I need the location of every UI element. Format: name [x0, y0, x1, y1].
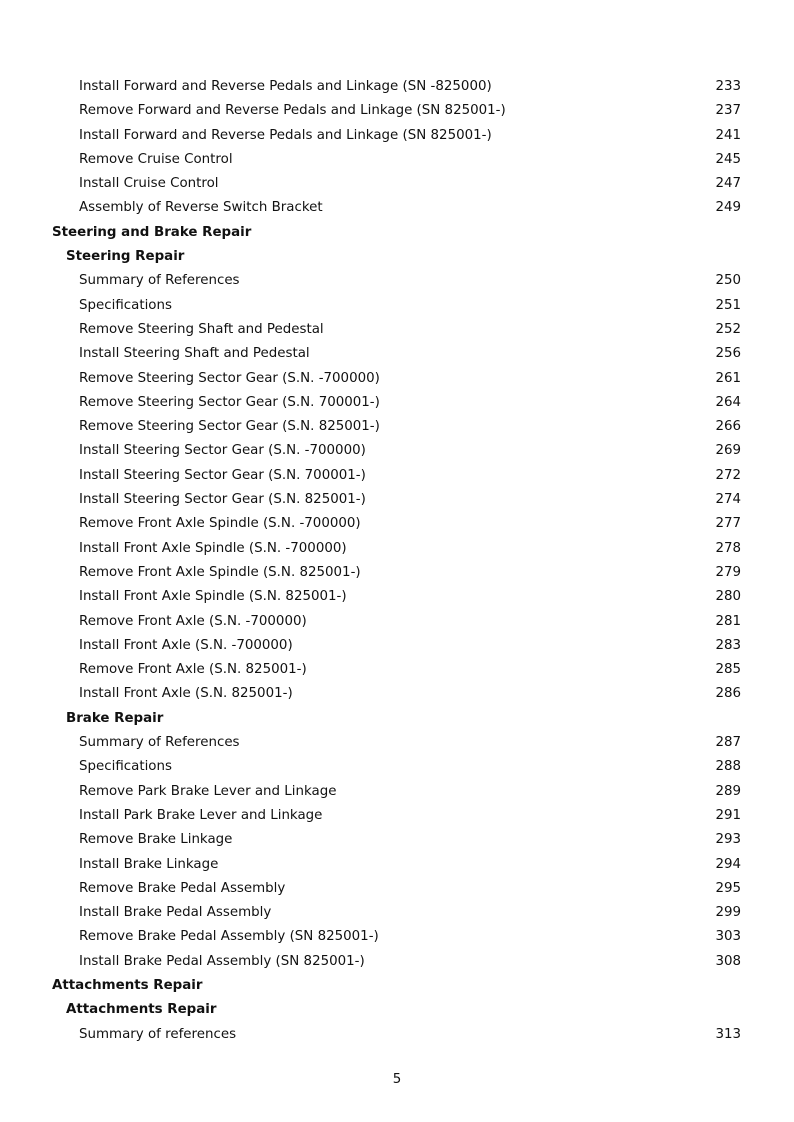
toc-entry[interactable]	[0, 415, 794, 439]
toc-entry-page-number: 274	[715, 492, 741, 508]
toc-subsection-heading[interactable]	[0, 707, 794, 731]
toc-entry-title: Install Front Axle Spindle (S.N. 825001-)	[79, 589, 347, 605]
toc-entry-page-number: 303	[715, 929, 741, 945]
toc-section-heading[interactable]	[0, 221, 794, 245]
toc-entry-title: Install Brake Pedal Assembly (SN 825001-)	[79, 953, 365, 969]
toc-entry-title: Attachments Repair	[52, 977, 203, 993]
toc-entry-title: Remove Park Brake Lever and Linkage	[79, 783, 337, 799]
toc-entry-page-number: 279	[715, 564, 741, 580]
toc-entry-title: Install Steering Sector Gear (S.N. 700001-)	[79, 467, 366, 483]
toc-entry-title: Assembly of Reverse Switch Bracket	[79, 200, 323, 216]
toc-subsection-heading[interactable]	[0, 245, 794, 269]
toc-entry[interactable]	[0, 488, 794, 512]
toc-entry[interactable]	[0, 318, 794, 342]
toc-entry-page-number: 269	[715, 443, 741, 459]
toc-entry[interactable]	[0, 780, 794, 804]
toc-entry-title: Install Front Axle Spindle (S.N. -700000)	[79, 540, 347, 556]
toc-entry-title: Install Steering Shaft and Pedestal	[79, 346, 310, 362]
toc-entry-title: Install Brake Linkage	[79, 856, 219, 872]
toc-entry[interactable]	[0, 585, 794, 609]
toc-entry-title: Specifications	[79, 759, 172, 775]
toc-entry-page-number: 283	[715, 637, 741, 653]
toc-entry[interactable]	[0, 512, 794, 536]
toc-entry[interactable]	[0, 853, 794, 877]
toc-entry-title: Install Park Brake Lever and Linkage	[79, 807, 323, 823]
toc-entry-title: Summary of References	[79, 273, 240, 289]
toc-entry[interactable]	[0, 124, 794, 148]
toc-entry-page-number: 250	[715, 273, 741, 289]
toc-entry-page-number: 233	[715, 79, 741, 94]
toc-entry-title: Install Steering Sector Gear (S.N. 825001-)	[79, 492, 366, 508]
toc-entry-page-number: 249	[715, 200, 741, 216]
toc-entry-page-number: 294	[715, 856, 741, 872]
toc-entry-page-number: 245	[715, 151, 741, 167]
toc-entry-title: Steering and Brake Repair	[52, 224, 252, 240]
toc-entry-page-number: 256	[715, 346, 741, 362]
toc-entry[interactable]	[0, 269, 794, 293]
toc-entry[interactable]	[0, 75, 794, 99]
table-of-contents	[0, 75, 794, 1047]
toc-entry[interactable]	[0, 537, 794, 561]
toc-entry[interactable]	[0, 464, 794, 488]
page-number: 5	[392, 1072, 402, 1087]
toc-entry[interactable]	[0, 901, 794, 925]
toc-entry-title: Remove Cruise Control	[79, 151, 233, 167]
toc-entry-page-number: 287	[715, 735, 741, 751]
toc-entry-page-number: 280	[715, 589, 741, 605]
toc-entry-title: Install Front Axle (S.N. 825001-)	[79, 686, 293, 702]
toc-entry[interactable]	[0, 804, 794, 828]
toc-entry-title: Remove Brake Pedal Assembly (SN 825001-)	[79, 929, 379, 945]
toc-entry-page-number: 308	[715, 953, 741, 969]
toc-entry[interactable]	[0, 196, 794, 220]
toc-entry-page-number: 272	[715, 467, 741, 483]
toc-entry-title: Remove Forward and Reverse Pedals and Linkage (SN 825001-)	[79, 103, 506, 119]
toc-entry-title: Install Forward and Reverse Pedals and Linkage (SN 825001-)	[79, 127, 492, 143]
toc-section-heading[interactable]	[0, 974, 794, 998]
toc-entry[interactable]	[0, 1023, 794, 1047]
toc-entry-title: Attachments Repair	[66, 1002, 217, 1018]
toc-entry-title: Install Steering Sector Gear (S.N. -700000)	[79, 443, 366, 459]
toc-entry[interactable]	[0, 682, 794, 706]
toc-entry-page-number: 247	[715, 176, 741, 192]
toc-entry-page-number: 286	[715, 686, 741, 702]
toc-entry-title: Remove Steering Shaft and Pedestal	[79, 321, 324, 337]
toc-entry[interactable]	[0, 610, 794, 634]
toc-entry[interactable]	[0, 99, 794, 123]
toc-entry[interactable]	[0, 877, 794, 901]
toc-entry-page-number: 241	[715, 127, 741, 143]
toc-entry[interactable]	[0, 172, 794, 196]
toc-entry-page-number: 293	[715, 832, 741, 848]
toc-entry-page-number: 299	[715, 905, 741, 921]
toc-entry-title: Remove Brake Linkage	[79, 832, 233, 848]
toc-entry-page-number: 291	[715, 807, 741, 823]
toc-entry-page-number: 313	[715, 1026, 741, 1042]
toc-entry-page-number: 281	[715, 613, 741, 629]
toc-subsection-heading[interactable]	[0, 998, 794, 1022]
toc-entry-page-number: 295	[715, 880, 741, 896]
toc-entry-title: Install Front Axle (S.N. -700000)	[79, 637, 293, 653]
toc-entry-title: Install Forward and Reverse Pedals and Linkage (SN -825000)	[79, 79, 492, 94]
toc-entry-page-number: 264	[715, 394, 741, 410]
toc-entry-page-number: 261	[715, 370, 741, 386]
toc-entry-page-number: 237	[715, 103, 741, 119]
toc-entry[interactable]	[0, 950, 794, 974]
toc-entry[interactable]	[0, 342, 794, 366]
toc-entry-title: Install Cruise Control	[79, 176, 219, 192]
toc-entry-title: Remove Brake Pedal Assembly	[79, 880, 286, 896]
toc-entry[interactable]	[0, 634, 794, 658]
toc-entry[interactable]	[0, 367, 794, 391]
toc-entry-page-number: 266	[715, 419, 741, 435]
toc-entry[interactable]	[0, 828, 794, 852]
toc-entry-title: Brake Repair	[66, 710, 164, 726]
toc-entry-title: Remove Front Axle (S.N. 825001-)	[79, 662, 307, 678]
toc-entry[interactable]	[0, 658, 794, 682]
toc-entry-title: Specifications	[79, 297, 172, 313]
toc-entry-title: Remove Steering Sector Gear (S.N. 825001-)	[79, 419, 380, 435]
toc-entry[interactable]	[0, 755, 794, 779]
toc-entry[interactable]	[0, 391, 794, 415]
toc-entry-page-number: 252	[715, 321, 741, 337]
toc-entry-page-number: 288	[715, 759, 741, 775]
toc-entry-title: Summary of references	[79, 1026, 237, 1042]
toc-entry-page-number: 277	[715, 516, 741, 532]
toc-entry-page-number: 278	[715, 540, 741, 556]
toc-entry[interactable]	[0, 925, 794, 949]
toc-entry-title: Remove Steering Sector Gear (S.N. 700001-)	[79, 394, 380, 410]
toc-entry[interactable]	[0, 439, 794, 463]
toc-entry-title: Install Brake Pedal Assembly	[79, 905, 272, 921]
toc-entry[interactable]	[0, 561, 794, 585]
toc-entry-title: Remove Front Axle Spindle (S.N. 825001-)	[79, 564, 361, 580]
toc-entry-page-number: 289	[715, 783, 741, 799]
toc-entry[interactable]	[0, 294, 794, 318]
toc-entry[interactable]	[0, 148, 794, 172]
toc-entry[interactable]	[0, 731, 794, 755]
toc-entry-title: Summary of References	[79, 735, 240, 751]
toc-entry-title: Steering Repair	[66, 249, 185, 265]
toc-entry-page-number: 251	[715, 297, 741, 313]
toc-entry-title: Remove Steering Sector Gear (S.N. -700000)	[79, 370, 380, 386]
toc-entry-page-number: 285	[715, 662, 741, 678]
toc-entry-title: Remove Front Axle Spindle (S.N. -700000)	[79, 516, 361, 532]
toc-entry-title: Remove Front Axle (S.N. -700000)	[79, 613, 307, 629]
